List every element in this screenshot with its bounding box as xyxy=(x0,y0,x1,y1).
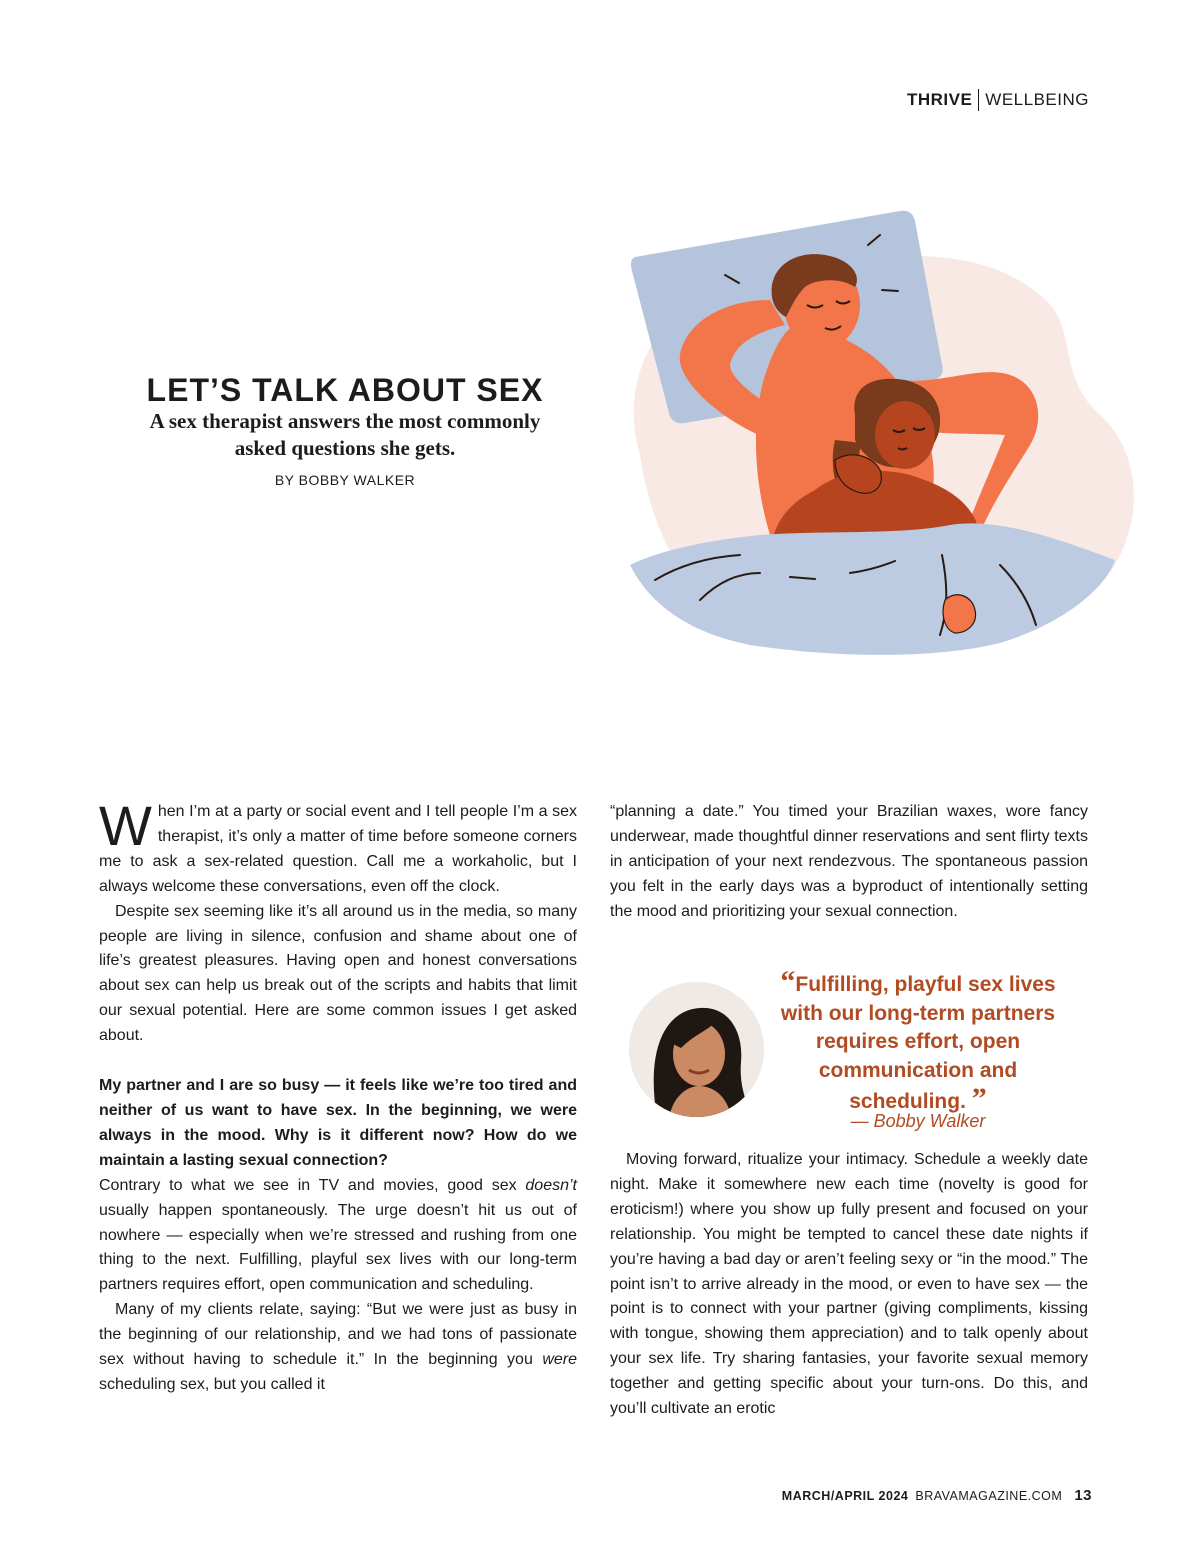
pull-quote-text: “Fulfilling, playful sex lives with our long-term partners requires effort, open communication and scheduling. ” xyxy=(780,965,1056,1115)
subsection-name: WELLBEING xyxy=(985,90,1089,109)
body-column-left xyxy=(99,794,577,1398)
issue-date: MARCH/APRIL 2024 xyxy=(781,1489,909,1503)
question-heading: My partner and I are so busy — it feels like we’re too tired and neither of us want to have sex. In the beginning, we were always in the mood. Why is it different now? How do we maintain a lasting sexual connection? xyxy=(99,1077,577,1169)
paragraph: When I’m at a party or social event and I tell people I’m a sex therapist, it’s only a matter of time before someone corners me to ask a sex-related question. Call me a workaholic, but I always welcome these conversations, even off the clock. xyxy=(99,794,577,895)
paragraph: Contrary to what we see in TV and movies, good sex doesn’t usually happen spontaneously. The urge doesn’t hit us out of nowhere — especially when we’re stressed and rushing from one thing to the next. Fulfilling, playful sex lives with our long-term partners requires effort, open communication and scheduling. xyxy=(99,1176,577,1294)
section-label xyxy=(907,89,1089,111)
drop-cap: W xyxy=(99,794,152,857)
body-column-right-continued xyxy=(610,1148,1088,1422)
page-footer xyxy=(782,1487,1092,1504)
paragraph: Moving forward, ritualize your intimacy. Schedule a weekly date night. Make it somewhere new each time (novelty is good for eroticism!) where you show up fully present and focused on your relationship. You might be tempted to cancel these date nights if you’re having a bad day or aren’t feeling sexy or “in the mood.” The point isn’t to arrive already in the mood, or even to have sex — the point is to connect with your partner (giving compliments, kissing with tongue, showing them appreciation) and to talk openly about your sex life. Try sharing fantasies, your favorite sexual memory together and getting specific about your turn-ons. Do this, and you’ll cultivate an erotic xyxy=(610,1151,1088,1418)
pull-quote-author: — Bobby Walker xyxy=(850,1111,986,1131)
page-number: 13 xyxy=(1074,1487,1092,1504)
article-subtitle: A sex therapist answers the most commonly asked questions she gets. xyxy=(149,409,541,460)
byline: BY BOBBY WALKER xyxy=(274,472,416,488)
section-name: THRIVE xyxy=(906,90,973,109)
body-column-right xyxy=(610,800,1088,925)
paragraph: “planning a date.” You timed your Brazilian waxes, wore fancy underwear, made thoughtful dinner reservations and sent flirty texts in anticipation of your next rendezvous. The spontaneous passion you felt in the early days was a byproduct of intentionally setting the mood and prioritizing your sexual connection. xyxy=(610,803,1088,920)
paragraph: Many of my clients relate, saying: “But we were just as busy in the beginning of our relationship, and we had tons of passionate sex without having to schedule it.” In the beginning you were scheduling sex, but you called it xyxy=(99,1301,577,1393)
article-header xyxy=(100,372,590,488)
section-divider xyxy=(978,89,979,111)
website: BRAVAMAGAZINE.COM xyxy=(915,1489,1063,1503)
pull-quote xyxy=(627,965,1089,1138)
article-title: LET’S TALK ABOUT SEX xyxy=(146,372,544,408)
couple-in-bed-illustration xyxy=(600,205,1145,660)
author-portrait-photo xyxy=(629,982,764,1117)
paragraph: Despite sex seeming like it’s all around us in the media, so many people are living in silence, confusion and shame about one of life’s greatest pleasures. Having open and honest conversations about sex can help us break out of the scripts and habits that limit our sexual potential. Here are some common issues I get asked about. xyxy=(99,902,577,1045)
